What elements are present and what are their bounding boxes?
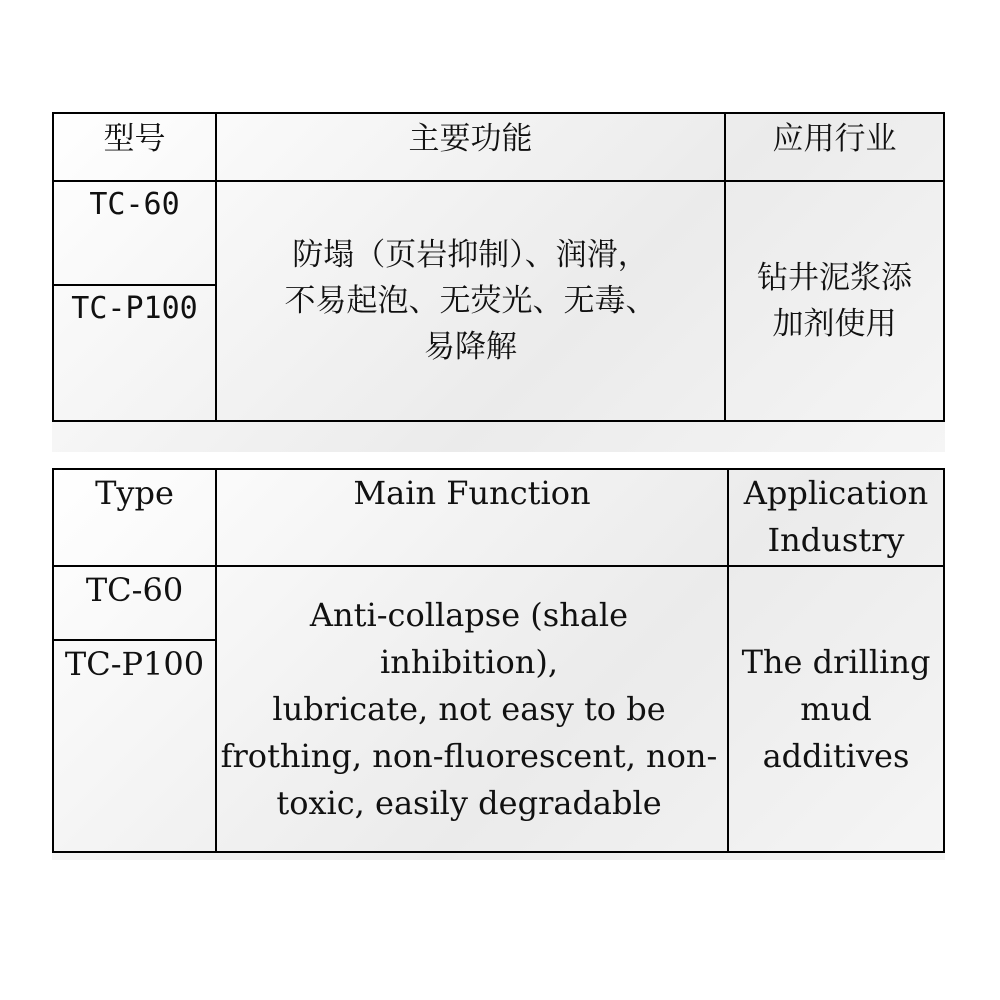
header-model: 型号 [53, 113, 216, 181]
header-application-industry: 应用行业 [725, 113, 944, 181]
chinese-product-table [52, 112, 945, 422]
model-cell-tc-p100: TC-P100 [53, 640, 216, 852]
application-industry-cell [725, 181, 944, 421]
chinese-table-panel [52, 112, 945, 452]
model-cell-tc-p100: TC-P100 [53, 285, 216, 421]
function-line: 易降解 [424, 329, 517, 366]
header-main-function: Main Function [216, 469, 728, 566]
english-product-table [52, 468, 945, 853]
main-function-cell [216, 566, 728, 852]
model-cell-tc-60: TC-60 [53, 181, 216, 285]
function-line: 不易起泡、无荧光、无毒、 [284, 283, 657, 320]
industry-line: The drilling [741, 642, 931, 681]
main-function-cell [216, 181, 725, 421]
industry-line: 加剂使用 [772, 306, 897, 343]
header-application-industry [728, 469, 944, 566]
application-industry-cell [728, 566, 944, 852]
industry-line: additives [762, 736, 910, 775]
english-table-panel [52, 468, 945, 860]
industry-line: 钻井泥浆添 [757, 260, 912, 297]
industry-line: mud [800, 689, 872, 728]
function-line: lubricate, not easy to be [272, 689, 666, 728]
header-type: Type [53, 469, 216, 566]
header-industry-line: Industry [767, 521, 905, 559]
header-industry-line: Application [743, 474, 929, 512]
function-line: toxic, easily degradable [276, 783, 662, 822]
header-main-function: 主要功能 [216, 113, 725, 181]
model-cell-tc-60: TC-60 [53, 566, 216, 640]
function-line: 防塌（页岩抑制）、润滑， [292, 237, 649, 274]
function-line: Anti-collapse (shale inhibition), [309, 595, 629, 681]
function-line: frothing, non-fluorescent, non- [220, 736, 718, 775]
